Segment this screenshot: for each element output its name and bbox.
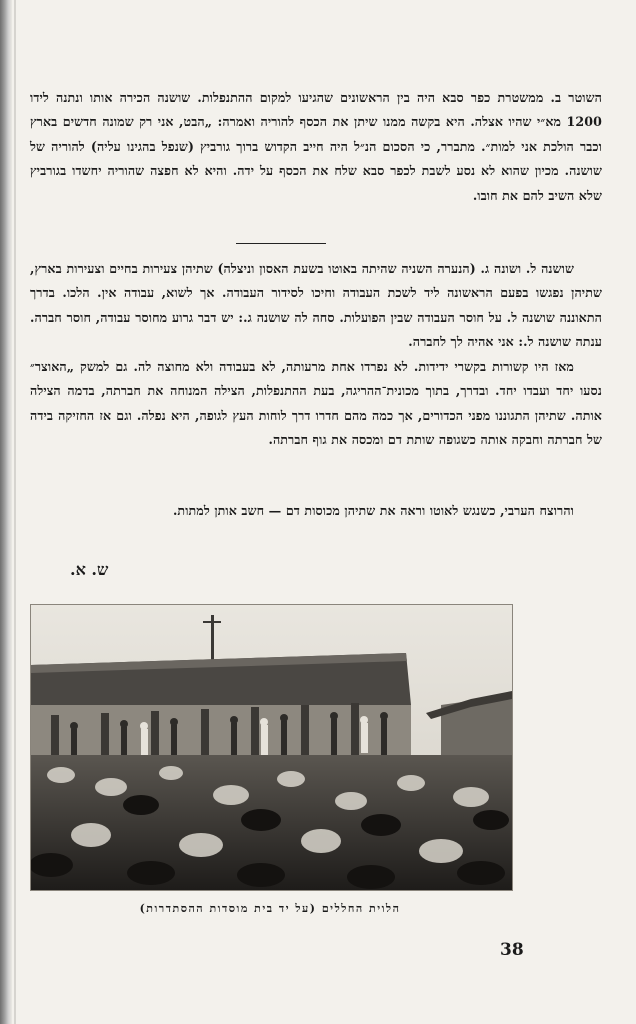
paragraph-4-text: והרוצח הערבי, כשנגש לאוטו וראה את שתיהן מכוסות דם — חשב אותן למתות. bbox=[172, 503, 574, 518]
book-page bbox=[30, 72, 614, 1012]
author-signature: ש. א. bbox=[70, 560, 109, 579]
paragraph-1 bbox=[30, 86, 602, 208]
section-divider bbox=[236, 243, 326, 244]
page-number: 38 bbox=[500, 940, 524, 960]
paragraph-3 bbox=[30, 355, 602, 453]
paragraph-3-text: מאז היו קשורות בקשרי ידידות. לא נפרדו אחת מרעותה, לא בעבודה ולא מחוצה לה. גם למשק „האוצר״ נסעו יחד ועבדו יחד. ובדרך, בתוך מכונית־ההריגה, בעת ההתנפלות, הצילה המנוחה את חברתה, בדמה הצילה אותה. שתיהן התגוננו מפני הכדורים, אך כמה מהם חדרו דרך לוחות העץ לגופה, היא נפלה. וגם אז החזיקה בידה של חברתה וחבקה אותה כשגופה שותת דם ומכסה את גוף חברתה. bbox=[30, 359, 602, 448]
paragraph-1-text: השוטר ב. ממשטרת כפר סבא היה בין הראשונים שהגיעו למקום ההתנפלות. שושנה הכירה אותו ונתנה לידו 1200 מא״י שהיו אצלה. היא בקשה ממנו שיתן את הכסף להוריה ואמרה: „הבט, אני רק שמונה חדשים בארץ וכבר הולכת אני למות״. מתברר, כי הסכום הנ״ל היה חייב הקדוש ברוך גורביץ (שנפל בהגינו עליה) להוריה של שושנה. מכיון שהוא לא נסע לשבת לכפר סבא שלח את הכסף על ידה. והיא לא חפצה שהוריה יחשדו בגורביץ שלא השיב להם את חובו. bbox=[30, 90, 602, 203]
book-binding-shadow bbox=[0, 0, 12, 1024]
paragraph-2-text: שושנה ל. ושונה ג. (הנערה השניה שהיתה באוטו בשעת האסון וניצלה) שתיהן צעירות בחיים וצעירות בארץ, שתיהן נפגשו בפעם הראשונה ליד לשכת העבודה וחיכו לסידור העבודה. אך לשוא, עבודה אין. הלכו. בדרך התאוננה שושנה ל. על חוסר העבודה שבין הפועלות. סחה לה שושנה ג.: יש דבר גרוע מחוסר עבודה, חוסר חברה. ענתה שושנה ל.: אני אהיה לך לחברה. bbox=[30, 261, 602, 350]
funeral-photograph bbox=[30, 604, 513, 891]
paragraph-2 bbox=[30, 257, 602, 355]
page-edge-line bbox=[14, 0, 16, 1024]
paragraph-4 bbox=[30, 499, 602, 523]
photo-image bbox=[31, 605, 512, 890]
photo-caption: הלוית החללים (על יד בית מוסדות ההסתדרות) bbox=[139, 902, 401, 915]
